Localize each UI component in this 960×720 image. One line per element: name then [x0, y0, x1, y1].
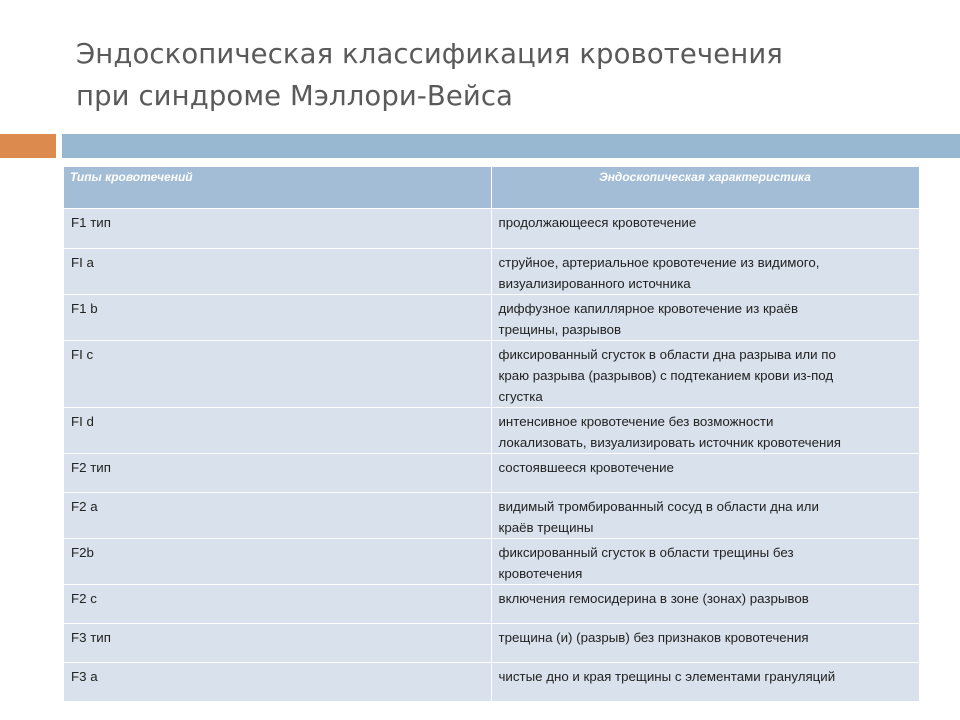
slide-title-line-1: Эндоскопическая классификация кровотечения [76, 38, 783, 70]
accent-bar-orange [0, 134, 56, 158]
table-row [64, 663, 919, 702]
row-description-cell: продолжающееся кровотечение [491, 209, 919, 249]
table-row [64, 341, 919, 408]
row-description-cell: интенсивное кровотечение без возможности локализовать, визуализировать источник кровотечения [491, 408, 919, 454]
row-type-cell: FI a [64, 249, 491, 295]
row-type-cell: F3 тип [64, 624, 491, 663]
row-description-cell: видимый тромбированный сосуд в области дна или краёв трещины [491, 493, 919, 539]
header-endoscopic-characteristics: Эндоскопическая характеристика [491, 167, 919, 209]
row-description-cell: фиксированный сгусток в области трещины без кровотечения [491, 539, 919, 585]
table-row [64, 493, 919, 539]
row-description-cell: диффузное капиллярное кровотечение из краёв трещины, разрывов [491, 295, 919, 341]
row-type-cell: FI c [64, 341, 491, 408]
table-row [64, 209, 919, 249]
row-description-cell: включения гемосидерина в зоне (зонах) разрывов [491, 585, 919, 624]
row-description-cell: струйное, артериальное кровотечение из видимого, визуализированного источника [491, 249, 919, 295]
table-row [64, 249, 919, 295]
row-description-cell: состоявшееся кровотечение [491, 454, 919, 493]
table-header-row [64, 167, 919, 209]
row-type-cell: F1 b [64, 295, 491, 341]
row-type-cell: F2 a [64, 493, 491, 539]
table-row [64, 585, 919, 624]
row-description-cell: фиксированный сгусток в области дна разрыва или по краю разрыва (разрывов) с подтеканием крови из-под сгустка [491, 341, 919, 408]
row-type-cell: F2 тип [64, 454, 491, 493]
row-type-cell: F3 a [64, 663, 491, 702]
slide-title [76, 33, 936, 117]
row-type-cell: FI d [64, 408, 491, 454]
slide-title-line-2: при синдроме Мэллори-Вейса [76, 80, 514, 112]
table-row [64, 454, 919, 493]
row-description-cell: трещина (и) (разрыв) без признаков кровотечения [491, 624, 919, 663]
table-row [64, 539, 919, 585]
row-description-cell: чистые дно и края трещины с элементами грануляций [491, 663, 919, 702]
row-type-cell: F2 c [64, 585, 491, 624]
table-row [64, 624, 919, 663]
row-type-cell: F1 тип [64, 209, 491, 249]
table-row [64, 408, 919, 454]
classification-table [64, 167, 920, 702]
accent-bar-blue [62, 134, 960, 158]
table-row [64, 295, 919, 341]
header-bleeding-types: Типы кровотечений [64, 167, 491, 209]
row-type-cell: F2b [64, 539, 491, 585]
